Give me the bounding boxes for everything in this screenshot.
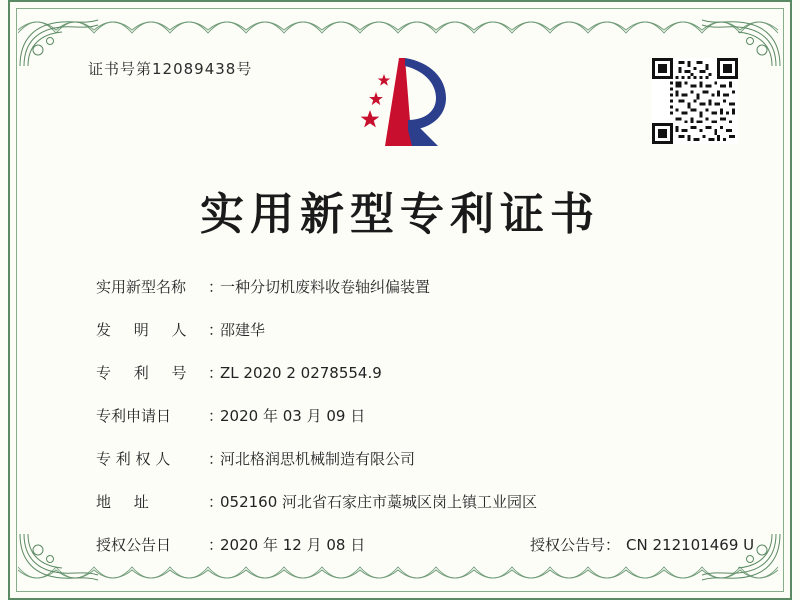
field-colon: ： bbox=[208, 536, 224, 554]
field-label-patent-number: 专 利 号 bbox=[96, 364, 196, 382]
field-row-grant-announcement bbox=[96, 534, 755, 555]
field-label-inventor: 发 明 人 bbox=[96, 321, 196, 339]
field-value-patentee: 河北格润思机械制造有限公司 bbox=[220, 450, 416, 468]
field-value-address: 052160 河北省石家庄市藁城区岗上镇工业园区 bbox=[220, 493, 538, 511]
field-label-grant-number: 授权公告号： bbox=[530, 536, 621, 554]
field-row-patent-number bbox=[96, 362, 730, 383]
field-row-address bbox=[96, 491, 730, 512]
field-label-utility-model-name: 实用新型名称 bbox=[96, 278, 187, 296]
field-label-grant-date: 授权公告日 bbox=[96, 536, 172, 554]
field-colon: ： bbox=[208, 364, 224, 382]
field-colon: ： bbox=[208, 493, 224, 511]
field-row-application-date bbox=[96, 405, 730, 426]
field-row-patentee bbox=[96, 448, 730, 469]
decorative-scallop-top bbox=[18, 10, 782, 34]
field-value-inventor: 邵建华 bbox=[220, 321, 266, 339]
field-colon: ： bbox=[208, 450, 224, 468]
patent-office-emblem bbox=[352, 52, 462, 156]
verification-qr-code bbox=[652, 58, 738, 144]
field-row-utility-model-name bbox=[96, 276, 730, 297]
field-colon: ： bbox=[208, 278, 224, 296]
corner-ornament-bottom-left bbox=[18, 532, 102, 590]
field-colon: ： bbox=[208, 321, 224, 339]
field-value-patent-number: ZL 2020 2 0278554.9 bbox=[220, 364, 382, 382]
field-value-application-date: 2020 年 03 月 09 日 bbox=[220, 407, 366, 425]
certificate-number: 证书号第12089438号 bbox=[88, 60, 253, 78]
field-label-patentee: 专 利 权 人 bbox=[96, 450, 171, 468]
field-colon: ： bbox=[208, 407, 224, 425]
certificate-fields bbox=[96, 276, 755, 577]
page-title: 实用新型专利证书 bbox=[200, 189, 600, 240]
field-value-utility-model-name: 一种分切机废料收卷轴纠偏装置 bbox=[220, 278, 431, 296]
field-value-grant-number: CN 212101469 U bbox=[626, 536, 755, 554]
field-label-address: 地 址 bbox=[96, 493, 158, 511]
field-row-inventor bbox=[96, 319, 730, 340]
field-label-application-date: 专利申请日 bbox=[96, 407, 172, 425]
field-value-grant-date: 2020 年 12 月 08 日 bbox=[220, 536, 366, 554]
